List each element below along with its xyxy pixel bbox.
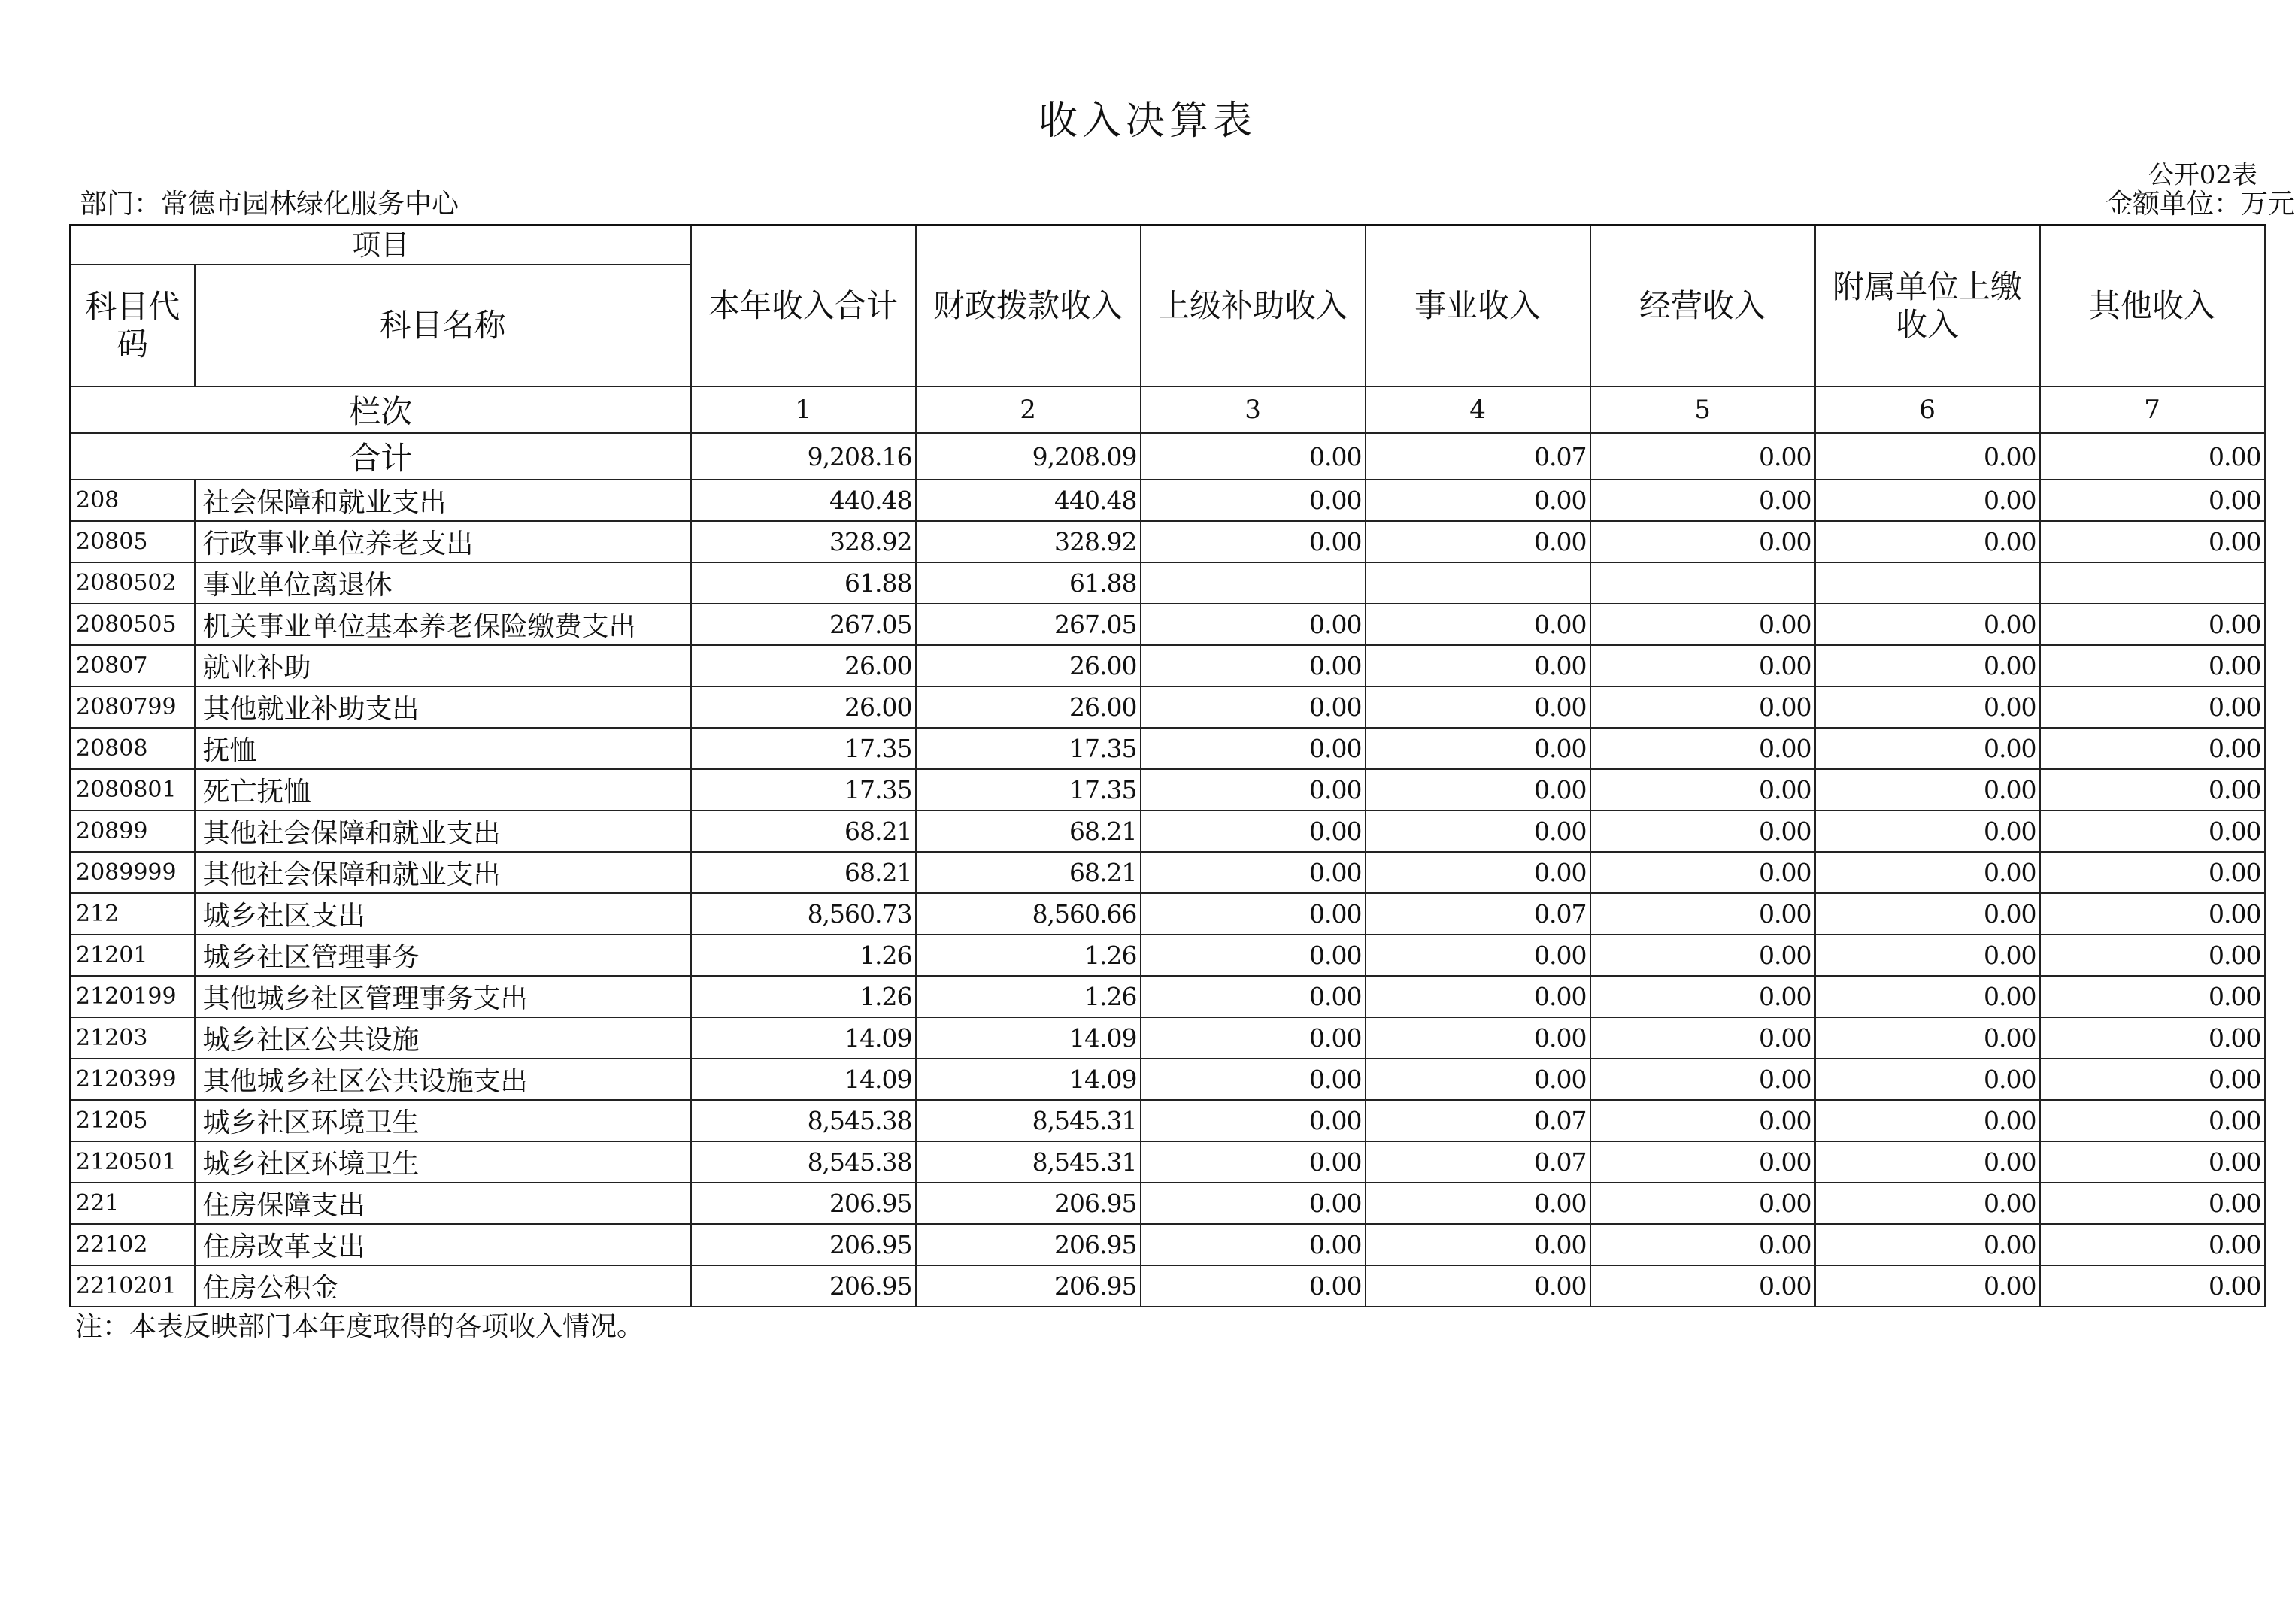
amount-cell: 206.95 xyxy=(916,1224,1141,1265)
amount-cell: 0.00 xyxy=(2040,976,2265,1017)
subject-name: 死亡抚恤 xyxy=(195,769,691,810)
amount-cell: 0.00 xyxy=(1366,1017,1590,1059)
amount-cell: 26.00 xyxy=(916,686,1141,728)
amount-cell: 440.48 xyxy=(916,480,1141,521)
amount-cell: 0.00 xyxy=(1141,1141,1366,1183)
amount-cell: 17.35 xyxy=(691,769,916,810)
total-value: 9,208.16 xyxy=(691,433,916,480)
subject-name: 其他城乡社区公共设施支出 xyxy=(195,1059,691,1100)
amount-cell: 0.00 xyxy=(1815,480,2040,521)
amount-cell: 8,545.31 xyxy=(916,1100,1141,1141)
amount-cell: 0.00 xyxy=(1141,1224,1366,1265)
amount-cell: 440.48 xyxy=(691,480,916,521)
amount-cell: 0.00 xyxy=(1590,521,1815,562)
amount-cell: 0.00 xyxy=(1815,1017,2040,1059)
amount-cell: 0.00 xyxy=(1366,769,1590,810)
amount-cell: 0.00 xyxy=(1141,480,1366,521)
amount-cell: 0.00 xyxy=(1815,604,2040,645)
amount-cell: 0.00 xyxy=(1590,1224,1815,1265)
amount-cell: 1.26 xyxy=(916,976,1141,1017)
page-title: 收入决算表 xyxy=(1038,98,1257,144)
amount-cell: 0.00 xyxy=(1366,1183,1590,1224)
subject-name: 事业单位离退休 xyxy=(195,562,691,604)
amount-cell: 0.00 xyxy=(1141,852,1366,893)
amount-cell: 0.00 xyxy=(1141,1265,1366,1307)
amount-cell: 0.00 xyxy=(1815,810,2040,852)
subject-name: 就业补助 xyxy=(195,645,691,686)
subject-code: 2080799 xyxy=(71,686,195,728)
subject-name: 其他社会保障和就业支出 xyxy=(195,852,691,893)
form-number: 公开02表 xyxy=(2148,160,2257,190)
amount-cell: 0.00 xyxy=(1141,893,1366,935)
amount-cell: 0.00 xyxy=(1815,852,2040,893)
amount-cell xyxy=(1590,562,1815,604)
header-col-5: 经营收入 xyxy=(1590,226,1815,387)
column-number: 7 xyxy=(2040,386,2265,433)
amount-cell: 0.00 xyxy=(1141,1059,1366,1100)
amount-cell: 0.00 xyxy=(1366,810,1590,852)
subject-name: 抚恤 xyxy=(195,728,691,769)
subject-code: 20808 xyxy=(71,728,195,769)
total-value: 9,208.09 xyxy=(916,433,1141,480)
amount-cell: 0.00 xyxy=(1141,521,1366,562)
amount-cell: 17.35 xyxy=(691,728,916,769)
table-row xyxy=(71,1059,2265,1100)
amount-cell: 0.00 xyxy=(2040,604,2265,645)
subject-name: 机关事业单位基本养老保险缴费支出 xyxy=(195,604,691,645)
amount-cell: 0.00 xyxy=(2040,1141,2265,1183)
amount-cell: 61.88 xyxy=(691,562,916,604)
total-row xyxy=(71,433,2265,480)
amount-cell: 0.00 xyxy=(1590,645,1815,686)
total-value: 0.00 xyxy=(1815,433,2040,480)
amount-cell: 1.26 xyxy=(691,935,916,976)
amount-cell xyxy=(1366,562,1590,604)
amount-cell: 0.07 xyxy=(1366,1141,1590,1183)
amount-cell: 1.26 xyxy=(691,976,916,1017)
amount-cell: 0.00 xyxy=(1141,604,1366,645)
income-table xyxy=(69,224,2266,1307)
subject-code: 22102 xyxy=(71,1224,195,1265)
amount-cell: 0.00 xyxy=(1366,852,1590,893)
table-row xyxy=(71,521,2265,562)
amount-cell: 8,545.38 xyxy=(691,1141,916,1183)
amount-cell: 26.00 xyxy=(916,645,1141,686)
amount-cell: 0.00 xyxy=(1815,1100,2040,1141)
amount-cell: 68.21 xyxy=(691,852,916,893)
amount-cell: 26.00 xyxy=(691,645,916,686)
subject-name: 城乡社区管理事务 xyxy=(195,935,691,976)
table-row xyxy=(71,728,2265,769)
header-col-1: 本年收入合计 xyxy=(691,226,916,387)
amount-cell: 0.00 xyxy=(1141,1017,1366,1059)
table-row xyxy=(71,480,2265,521)
amount-cell: 0.00 xyxy=(2040,810,2265,852)
amount-cell: 0.00 xyxy=(1366,728,1590,769)
total-value: 0.00 xyxy=(1590,433,1815,480)
amount-cell: 0.00 xyxy=(1141,810,1366,852)
amount-cell: 0.00 xyxy=(1366,480,1590,521)
amount-cell: 0.00 xyxy=(1590,893,1815,935)
table-row xyxy=(71,645,2265,686)
amount-cell: 267.05 xyxy=(916,604,1141,645)
table-row xyxy=(71,604,2265,645)
amount-cell: 61.88 xyxy=(916,562,1141,604)
amount-cell xyxy=(2040,562,2265,604)
amount-cell: 0.00 xyxy=(1590,769,1815,810)
column-number: 4 xyxy=(1366,386,1590,433)
amount-cell: 0.00 xyxy=(1590,976,1815,1017)
amount-cell xyxy=(1815,562,2040,604)
amount-cell: 0.00 xyxy=(1590,935,1815,976)
subject-name: 住房公积金 xyxy=(195,1265,691,1307)
subject-name: 其他社会保障和就业支出 xyxy=(195,810,691,852)
amount-cell: 206.95 xyxy=(691,1183,916,1224)
subject-code: 2080801 xyxy=(71,769,195,810)
amount-cell: 328.92 xyxy=(691,521,916,562)
subject-name: 城乡社区公共设施 xyxy=(195,1017,691,1059)
amount-cell: 0.00 xyxy=(1141,645,1366,686)
subject-code: 2120399 xyxy=(71,1059,195,1100)
amount-cell: 0.07 xyxy=(1366,1100,1590,1141)
amount-cell: 68.21 xyxy=(916,810,1141,852)
header-project: 项目 xyxy=(71,226,691,265)
amount-cell: 206.95 xyxy=(916,1183,1141,1224)
amount-cell: 267.05 xyxy=(691,604,916,645)
table-row xyxy=(71,1183,2265,1224)
amount-cell: 0.07 xyxy=(1366,893,1590,935)
amount-cell: 0.00 xyxy=(1815,686,2040,728)
amount-cell: 0.00 xyxy=(1366,686,1590,728)
subject-name: 其他就业补助支出 xyxy=(195,686,691,728)
amount-cell: 0.00 xyxy=(2040,686,2265,728)
header-name: 科目名称 xyxy=(195,265,691,386)
table-row xyxy=(71,1017,2265,1059)
amount-cell: 0.00 xyxy=(1815,1059,2040,1100)
subject-name: 城乡社区环境卫生 xyxy=(195,1100,691,1141)
column-number-row xyxy=(71,386,2265,433)
subject-code: 208 xyxy=(71,480,195,521)
amount-cell: 0.00 xyxy=(1141,728,1366,769)
table-row xyxy=(71,1224,2265,1265)
column-number: 5 xyxy=(1590,386,1815,433)
amount-cell: 0.00 xyxy=(2040,1224,2265,1265)
amount-cell: 0.00 xyxy=(2040,645,2265,686)
amount-cell: 206.95 xyxy=(691,1265,916,1307)
table-row xyxy=(71,1100,2265,1141)
table-row xyxy=(71,976,2265,1017)
amount-cell: 0.00 xyxy=(1366,645,1590,686)
amount-cell: 0.00 xyxy=(1141,686,1366,728)
amount-cell: 0.00 xyxy=(1590,1265,1815,1307)
subject-code: 21203 xyxy=(71,1017,195,1059)
amount-cell: 0.00 xyxy=(1590,686,1815,728)
subject-name: 其他城乡社区管理事务支出 xyxy=(195,976,691,1017)
amount-cell: 0.00 xyxy=(1815,1183,2040,1224)
amount-cell: 14.09 xyxy=(916,1059,1141,1100)
column-number: 6 xyxy=(1815,386,2040,433)
amount-cell: 8,545.38 xyxy=(691,1100,916,1141)
table-row xyxy=(71,893,2265,935)
amount-cell: 0.00 xyxy=(1366,1265,1590,1307)
amount-cell: 68.21 xyxy=(691,810,916,852)
amount-cell: 14.09 xyxy=(691,1017,916,1059)
amount-cell: 0.00 xyxy=(1141,935,1366,976)
lanci-label: 栏次 xyxy=(71,386,691,433)
subject-code: 20899 xyxy=(71,810,195,852)
amount-cell: 14.09 xyxy=(691,1059,916,1100)
amount-cell: 0.00 xyxy=(2040,1183,2265,1224)
table-row xyxy=(71,810,2265,852)
subject-name: 城乡社区环境卫生 xyxy=(195,1141,691,1183)
amount-cell: 0.00 xyxy=(2040,1100,2265,1141)
subject-code: 2120199 xyxy=(71,976,195,1017)
amount-cell: 0.00 xyxy=(1815,769,2040,810)
amount-cell: 17.35 xyxy=(916,728,1141,769)
total-value: 0.07 xyxy=(1366,433,1590,480)
amount-cell: 68.21 xyxy=(916,852,1141,893)
department-label: 部门：常德市园林绿化服务中心 xyxy=(80,189,459,220)
amount-cell xyxy=(1141,562,1366,604)
table-row xyxy=(71,1141,2265,1183)
amount-cell: 0.00 xyxy=(2040,893,2265,935)
amount-cell: 17.35 xyxy=(916,769,1141,810)
table-row xyxy=(71,852,2265,893)
subject-code: 2210201 xyxy=(71,1265,195,1307)
amount-cell: 0.00 xyxy=(1366,1224,1590,1265)
subject-code: 2080505 xyxy=(71,604,195,645)
footnote: 注：本表反映部门本年度取得的各项收入情况。 xyxy=(75,1311,644,1342)
header-col-3: 上级补助收入 xyxy=(1141,226,1366,387)
subject-name: 行政事业单位养老支出 xyxy=(195,521,691,562)
amount-cell: 0.00 xyxy=(2040,521,2265,562)
amount-cell: 0.00 xyxy=(1590,728,1815,769)
amount-cell: 14.09 xyxy=(916,1017,1141,1059)
total-label: 合计 xyxy=(71,433,691,480)
table-row xyxy=(71,562,2265,604)
amount-cell: 0.00 xyxy=(2040,769,2265,810)
amount-cell: 8,560.73 xyxy=(691,893,916,935)
amount-cell: 206.95 xyxy=(916,1265,1141,1307)
subject-name: 住房保障支出 xyxy=(195,1183,691,1224)
header-col-2: 财政拨款收入 xyxy=(916,226,1141,387)
amount-cell: 0.00 xyxy=(1590,810,1815,852)
amount-cell: 0.00 xyxy=(1815,1265,2040,1307)
table-row xyxy=(71,769,2265,810)
amount-cell: 0.00 xyxy=(1815,645,2040,686)
subject-name: 社会保障和就业支出 xyxy=(195,480,691,521)
amount-cell: 206.95 xyxy=(691,1224,916,1265)
amount-cell: 1.26 xyxy=(916,935,1141,976)
subject-code: 20807 xyxy=(71,645,195,686)
column-number: 1 xyxy=(691,386,916,433)
amount-cell: 0.00 xyxy=(2040,935,2265,976)
total-value: 0.00 xyxy=(2040,433,2265,480)
column-number: 3 xyxy=(1141,386,1366,433)
amount-cell: 0.00 xyxy=(1141,976,1366,1017)
amount-cell: 0.00 xyxy=(1815,728,2040,769)
amount-cell: 0.00 xyxy=(1141,769,1366,810)
amount-cell: 0.00 xyxy=(1815,893,2040,935)
amount-cell: 0.00 xyxy=(1590,1017,1815,1059)
header-col-7: 其他收入 xyxy=(2040,226,2265,387)
amount-cell: 0.00 xyxy=(1815,935,2040,976)
amount-cell: 0.00 xyxy=(2040,728,2265,769)
amount-cell: 0.00 xyxy=(2040,1265,2265,1307)
amount-cell: 0.00 xyxy=(1366,521,1590,562)
subject-code: 21201 xyxy=(71,935,195,976)
subject-code: 21205 xyxy=(71,1100,195,1141)
amount-cell: 0.00 xyxy=(1590,1100,1815,1141)
amount-cell: 0.00 xyxy=(2040,852,2265,893)
subject-code: 221 xyxy=(71,1183,195,1224)
amount-cell: 0.00 xyxy=(2040,480,2265,521)
amount-cell: 0.00 xyxy=(1815,1141,2040,1183)
subject-code: 212 xyxy=(71,893,195,935)
amount-cell: 0.00 xyxy=(1815,521,2040,562)
amount-cell: 0.00 xyxy=(1366,604,1590,645)
subject-name: 住房改革支出 xyxy=(195,1224,691,1265)
subject-code: 2080502 xyxy=(71,562,195,604)
header-col-6: 附属单位上缴收入 xyxy=(1815,226,2040,387)
amount-unit: 金额单位：万元 xyxy=(2105,189,2295,220)
subject-code: 20805 xyxy=(71,521,195,562)
column-number: 2 xyxy=(916,386,1141,433)
header-code: 科目代码 xyxy=(71,265,195,386)
header-col-4: 事业收入 xyxy=(1366,226,1590,387)
amount-cell: 0.00 xyxy=(1590,480,1815,521)
subject-name: 城乡社区支出 xyxy=(195,893,691,935)
amount-cell: 0.00 xyxy=(1815,976,2040,1017)
table-row xyxy=(71,686,2265,728)
amount-cell: 328.92 xyxy=(916,521,1141,562)
subject-code: 2089999 xyxy=(71,852,195,893)
total-value: 0.00 xyxy=(1141,433,1366,480)
amount-cell: 0.00 xyxy=(1590,1183,1815,1224)
amount-cell: 8,545.31 xyxy=(916,1141,1141,1183)
amount-cell: 26.00 xyxy=(691,686,916,728)
table-row xyxy=(71,935,2265,976)
amount-cell: 0.00 xyxy=(1815,1224,2040,1265)
table-row xyxy=(71,1265,2265,1307)
amount-cell: 0.00 xyxy=(1590,1059,1815,1100)
amount-cell: 0.00 xyxy=(1141,1183,1366,1224)
amount-cell: 0.00 xyxy=(1590,604,1815,645)
subject-code: 2120501 xyxy=(71,1141,195,1183)
amount-cell: 8,560.66 xyxy=(916,893,1141,935)
amount-cell: 0.00 xyxy=(2040,1059,2265,1100)
amount-cell: 0.00 xyxy=(2040,1017,2265,1059)
amount-cell: 0.00 xyxy=(1366,976,1590,1017)
amount-cell: 0.00 xyxy=(1366,935,1590,976)
amount-cell: 0.00 xyxy=(1141,1100,1366,1141)
amount-cell: 0.00 xyxy=(1590,1141,1815,1183)
amount-cell: 0.00 xyxy=(1366,1059,1590,1100)
amount-cell: 0.00 xyxy=(1590,852,1815,893)
